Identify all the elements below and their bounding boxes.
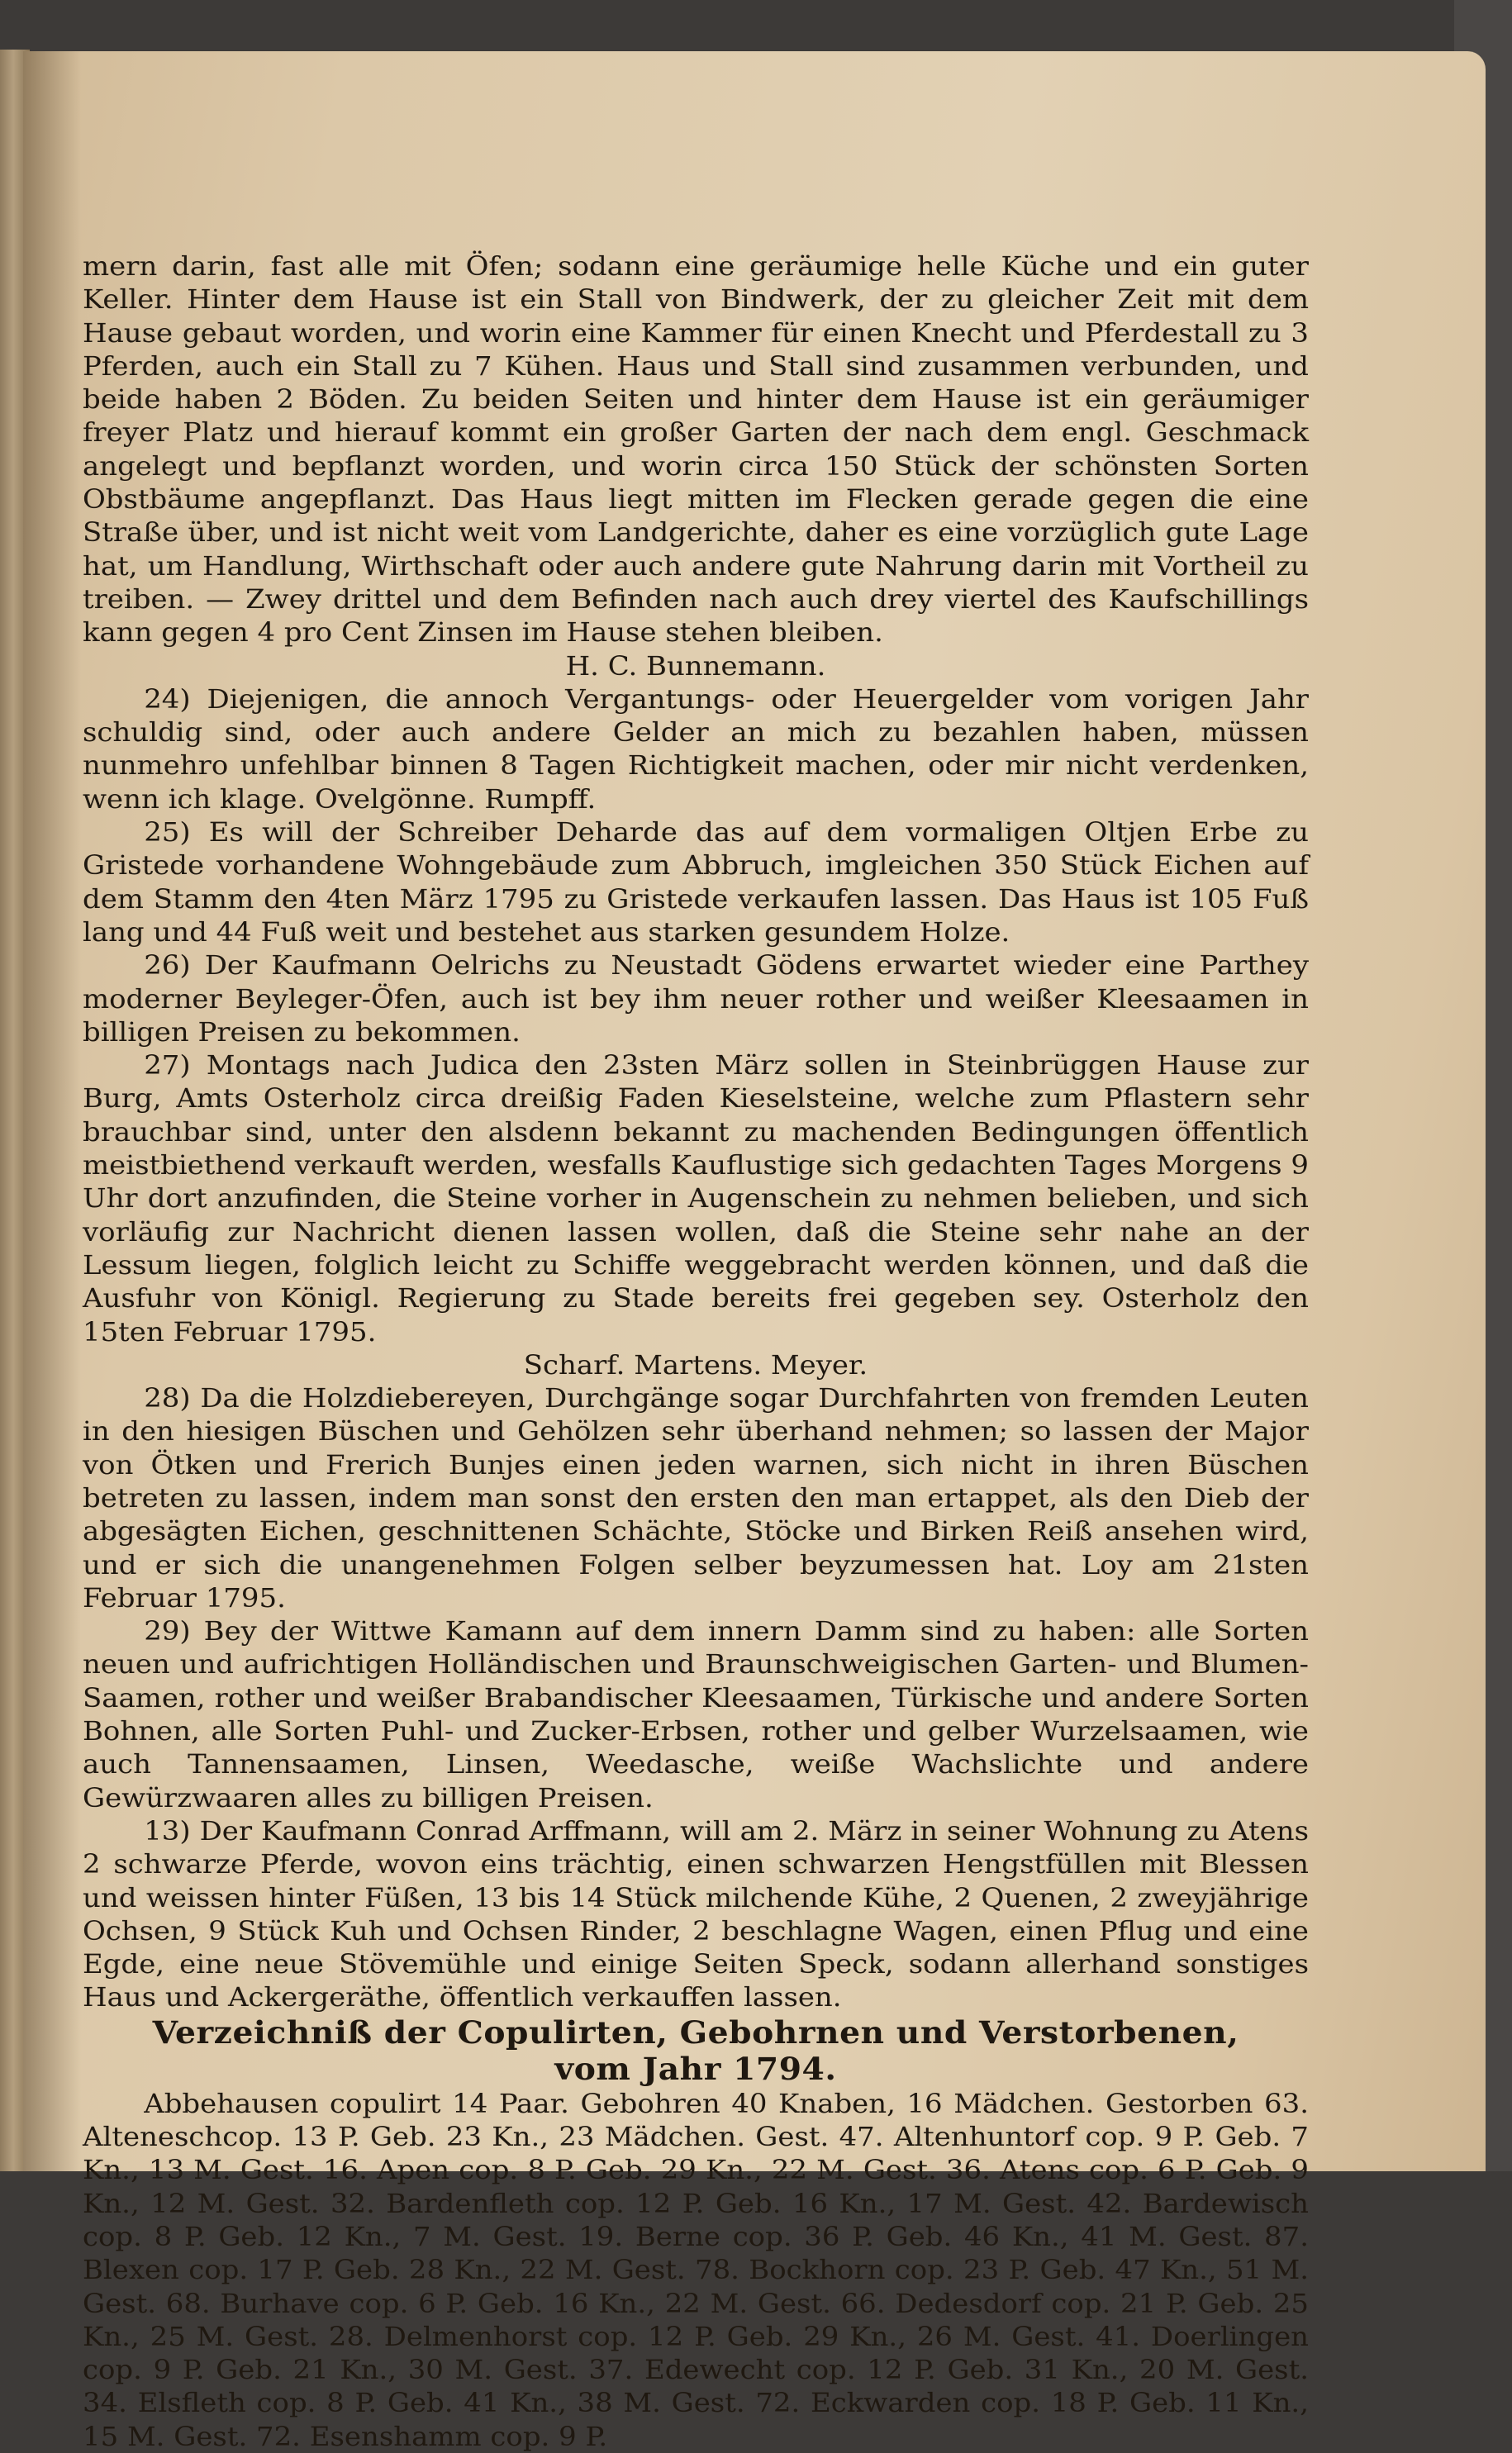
signature-osterholz: Scharf. Martens. Meyer. <box>523 1348 868 1381</box>
parish-statistics: Abbehausen copulirt 14 Paar. Gebohren 40 Knaben, 16 Mädchen. Gestorben 63. Alteneschcop. 13 P. Geb. 23 Kn., 23 Mädchen. Gest. 47. Altenhuntorf cop. 9 P. Geb. 7 Kn., 13 M. Gest. 16. Apen cop. 8 P. Geb. 29 Kn., 22 M. Gest. 36. Atens cop. 6 P. Geb. 9 Kn., 12 M. Gest. 32. Bardenfleth cop. 12 P. Geb. 16 Kn., 17 M. Gest. 42. Bardewisch cop. 8 P. Geb. 12 Kn., 7 M. Gest. 19. Berne cop. 36 P. Geb. 46 Kn., 41 M. Gest. 87. Blexen cop. 17 P. Geb. 28 Kn., 22 M. Gest. 78. Bockhorn cop. 23 P. Geb. 47 Kn., 51 M. Gest. 68. Burhave cop. 6 P. Geb. 16 Kn., 22 M. Gest. 66. Dedesdorf cop. 21 P. Geb. 25 Kn., 25 M. Gest. 28. Delmenhorst cop. 12 P. Geb. 29 Kn., 26 M. Gest. 41. Doerlingen cop. 9 P. Geb. 21 Kn., 30 M. Gest. 37. Edewecht cop. 12 P. Geb. 31 Kn., 20 M. Gest. 34. Elsfleth cop. 8 P. Geb. 41 Kn., 38 M. Gest. 72. Eckwarden cop. 18 P. Geb. 11 Kn., 15 M. Gest. 72. Esenshamm cop. 9 P. <box>83 2087 1309 2452</box>
page-text <box>83 250 1309 2453</box>
signature-bunnemann: H. C. Bunnemann. <box>565 649 826 682</box>
notice-29: 29) Bey der Wittwe Kamann auf dem innern Damm sind zu haben: alle Sorten neuen und aufrichtigen Holländischen und Braunschweigischen Garten- und Blumen-Saamen, rother und weißer Brabandischer Kleesaamen, Türkische und andere Sorten Bohnen, alle Sorten Puhl- und Zucker-Erbsen, rother und gelber Wurzelsaamen, wie auch Tannensaamen, Linsen, Weedasche, weiße Wachslichte und andere Gewürzwaaren alles zu billigen Preisen. <box>83 1615 1309 1814</box>
notice-26: 26) Der Kaufmann Oelrichs zu Neustadt Gödens erwartet wieder eine Parthey moderner Beyleger-Öfen, auch ist bey ihm neuer rother und weißer Kleesaamen in billigen Preisen zu bekommen. <box>83 949 1309 1048</box>
document-page <box>23 51 1486 2452</box>
notice-24: 24) Diejenigen, die annoch Vergantungs- oder Heuergelder vom vorigen Jahr schuldig sind, oder auch andere Gelder an mich zu bezahlen haben, müssen nunmehro unfehlbar binnen 8 Tagen Richtigkeit machen, oder mir nicht verdenken, wenn ich klage. Ovelgönne. Rumpff. <box>83 682 1309 815</box>
notice-28: 28) Da die Holzdiebereyen, Durchgänge sogar Durchfahrten von fremden Leuten in den hiesigen Büschen und Gehölzen sehr überhand nehmen; so lassen der Major von Ötken und Frerich Bunjes einen jeden warnen, sich nicht in ihren Büschen betreten zu lassen, indem man sonst den ersten den man ertappet, als den Dieb der abgesägten Eichen, geschnittenen Schächte, Stöcke und Birken Reiß ansehen wird, und er sich die unangenehmen Folgen selber beyzumessen hat. Loy am 21sten Februar 1795. <box>83 1382 1309 1614</box>
section-heading-year: vom Jahr 1794. <box>554 2050 837 2087</box>
notice-25: 25) Es will der Schreiber Deharde das auf dem vormaligen Oltjen Erbe zu Gristede vorhandene Wohngebäude zum Abbruch, imgleichen 350 Stück Eichen auf dem Stamm den 4ten März 1795 zu Gristede verkaufen lassen. Das Haus ist 105 Fuß lang und 44 Fuß weit und bestehet aus starken gesundem Holze. <box>83 816 1309 948</box>
paragraph-continued: mern darin, fast alle mit Öfen; sodann eine geräumige helle Küche und ein guter Keller. Hinter dem Hause ist ein Stall von Bindwerk, der zu gleicher Zeit mit dem Hause gebaut worden, und worin eine Kammer für einen Knecht und Pferdestall zu 3 Pferden, auch ein Stall zu 7 Kühen. Haus und Stall sind zusammen verbunden, und beide haben 2 Böden. Zu beiden Seiten und hinter dem Hause ist ein geräumiger freyer Platz und hierauf kommt ein großer Garten der nach dem engl. Geschmack angelegt und bepflanzt worden, und worin circa 150 Stück der schönsten Sorten Obstbäume angepflanzt. Das Haus liegt mitten im Flecken gerade gegen die eine Straße über, und ist nicht weit vom Landgerichte, daher es eine vorzüglich gute Lage hat, um Handlung, Wirthschaft oder auch andere gute Nahrung darin mit Vortheil zu treiben. — Zwey drittel und dem Befinden nach auch drey viertel des Kaufschillings kann gegen 4 pro Cent Zinsen im Hause stehen bleiben. <box>83 250 1309 649</box>
notice-27: 27) Montags nach Judica den 23sten März sollen in Steinbrüggen Hause zur Burg, Amts Osterholz circa dreißig Faden Kieselsteine, welche zum Pflastern sehr brauchbar sind, unter den alsdenn bekannt zu machenden Bedingungen öffentlich meistbiethend verkauft werden, wesfalls Kauflustige sich gedachten Tages Morgens 9 Uhr dort anzufinden, die Steine vorher in Augenschein zu nehmen belieben, und sich vorläufig zur Nachricht dienen lassen wollen, daß die Steine sehr nahe an der Lessum liegen, folglich leicht zu Schiffe weggebracht werden können, und daß die Ausfuhr von Königl. Regierung zu Stade bereits frei gegeben sey. Osterholz den 15ten Februar 1795. <box>83 1049 1309 1348</box>
page-gutter-shadow <box>23 51 81 2171</box>
section-heading: Verzeichniß der Copulirten, Gebohrnen und Verstorbenen, <box>152 2013 1239 2051</box>
notice-13: 13) Der Kaufmann Conrad Arffmann, will am 2. März in seiner Wohnung zu Atens 2 schwarze Pferde, wovon eins trächtig, einen schwarzen Hengstfüllen mit Blessen und weissen hinter Füßen, 13 bis 14 Stück milchende Kühe, 2 Quenen, 2 zweyjährige Ochsen, 9 Stück Kuh und Ochsen Rinder, 2 beschlagne Wagen, einen Pflug und eine Egde, eine neue Stövemühle und einige Seiten Speck, sodann allerhand sonstiges Haus und Ackergeräthe, öffentlich verkauffen lassen. <box>83 1814 1309 2013</box>
